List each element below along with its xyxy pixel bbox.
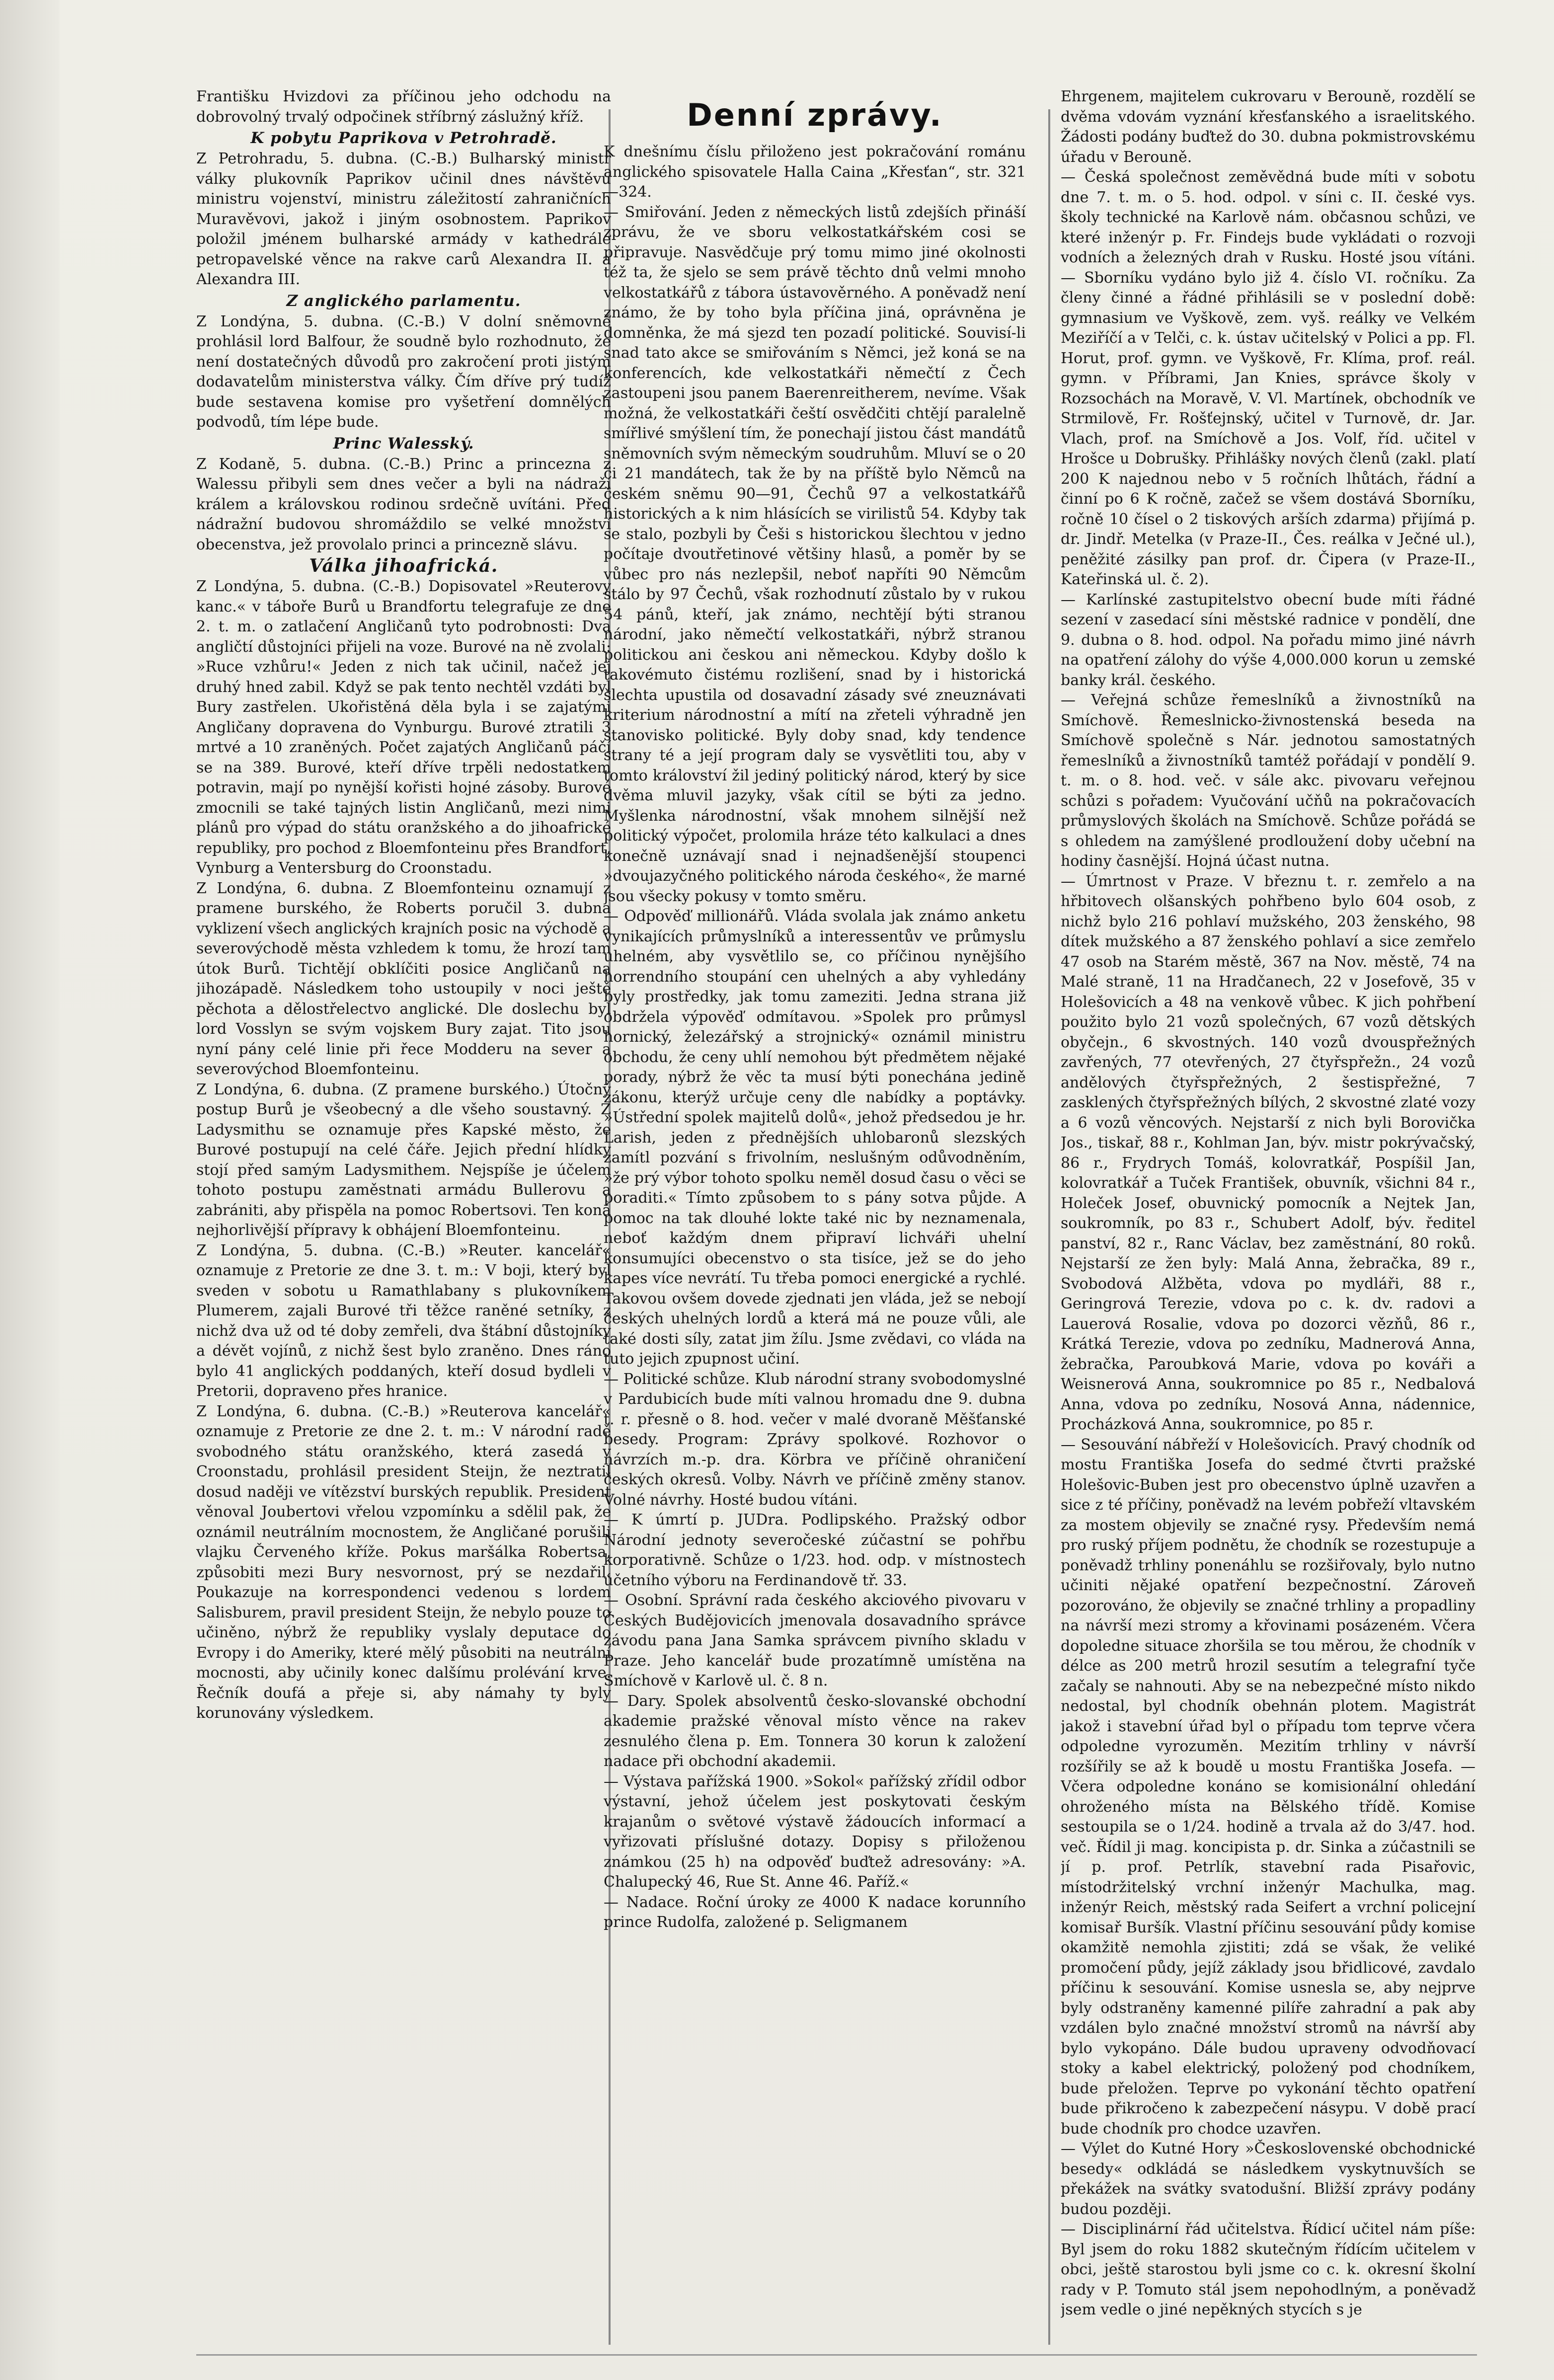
column-2 bbox=[604, 87, 1026, 2352]
column-3 bbox=[1061, 87, 1476, 2352]
paragraph: — Sesouvání nábřeží v Holešovicích. Pravý chodník od mostu Františka Josefa do sedmé čtvrti pražské Holešovic-Buben jest pro obecenstvo úplně uzavřen a sice z té příčiny, poněvadž na levém pobřeží vltavském za mostem objevily se značné rysy. Především nemá pro ruský příjem podnětu, že chodník se rozestupuje a poněvadž trhliny ponenáhlu se rozšiřovaly, bylo nutno učiniti nějaké opatření bezpečnostní. Zároveň pozorováno, že objevily se značné trhliny a propadliny na návrší mezi stromy a křovinami posázeném. Včera dopoledne situace zhoršila se tou měrou, že chodník v délce as 200 metrů hrozil sesutím a telegrafní tyče začaly se nahnouti. Aby se na nebezpečné místo nikdo nedostal, byl chodník obehnán plotem. Magistrát jakož i stavební úřad byl o případu tom teprve včera odpoledne vyrozuměn. Mezitím trhliny v návrší rozšířily se až k boudě u mostu Františka Josefa. — Včera odpoledne konáno se komisionální ohledání ohroženého místa na Bělského třídě. Komise sestoupila se o 1/24. hodině a trvala až do 3/47. hod. več. Řídil ji mag. koncipista p. dr. Sinka a zúčastnili se jí p. prof. Petrlík, stavební rada Pisařovic, místodržitelský vrchní inženýr Machulka, mag. inženýr Reich, městský rada Seifert a vrchní policejní komisař Buršík. Vlastní příčinu sesouvání půdy komise okamžitě nemohla zjistiti; zdá se však, že veliké promočení půdy, jejíž základy jsou břidlicové, zavdalo příčinu k sesouvání. Komise usnesla se, aby nejprve byly odstraněny kamenné pilíře zahradní a pak aby vzdálen bylo značné množství stromů na návrší aby bylo vykopáno. Dále budou upraveny odvodňovací stoky a kabel elektrický, položený pod chodníkem, bude přeložen. Teprve po vykonání těchto opatření bude přikročeno k zabezpečení násypu. V době prací bude chodník pro chodce uzavřen. bbox=[1061, 1436, 1476, 2138]
paragraph: — Česká společnost zeměvědná bude míti v sobotu dne 7. t. m. o 5. hod. odpol. v síni c. II. české vys. školy technické na Karlově nám. občasnou schůzi, ve které inženýr p. Fr. Findejs bude vykládati o rozvoji vodních a železných drah v Rusku. Hosté jsou vítáni. — Sborníku vydáno bylo již 4. číslo VI. ročníku. Za členy činné a řádné přihlásili se v poslední době: gymnasium ve Vyškově, zem. vyš. reálky ve Velkém Meziříčí a v Telči, c. k. ústav učitelský v Polici a pp. Fl. Horut, prof. gymn. ve Vyškově, Fr. Klíma, prof. reál. gymn. v Příbrami, Jan Knies, správce školy v Rozsochách na Moravě, V. Vl. Martínek, obchodník ve Strmilově, Fr. Rošťejnský, učitel v Turnově, dr. Jar. Vlach, prof. na Smíchově a Jos. Volf, říd. učitel v Hrošce u Dobrušky. Přihlášky nových členů (zakl. platí 200 K najednou nebo v 5 ročních lhůtách, řádní a činní po 6 K ročně, začež se všem dostává Sborníku, ročně 10 čísel o 2 tiskových arších zdarma) přijímá p. dr. Jindř. Metelka (v Praze-II., Čes. reálka v Ječné ul.), peněžité zásilky pan prof. dr. Čipera (v Praze-II., Kateřinská ul. č. 2). bbox=[1061, 168, 1476, 588]
section-title: Denní zprávy. bbox=[687, 97, 943, 133]
paragraph: Z Londýna, 5. dubna. (C.-B.) Dopisovatel »Reuterovy kanc.« v táboře Burů u Brandfortu telegrafuje ze dne 2. t. m. o zatlačení Angličanů tyto podrobnosti: Dva angličtí důstojníci přijeli na voze. Burové na ně zvolali: »Ruce vzhůru!« Jeden z nich tak učinil, načež jej druhý hned zabil. Když se pak tento nechtěl vzdáti byl Bury zastřelen. Ukořistěná děla byla i se zajatými Angličany dopravena do Vynburgu. Burové ztratili 3 mrtvé a 10 zraněných. Počet zajatých Angličanů páčí se na 389. Burové, kteří dříve trpěli nedostatkem potravin, mají po nynější kořisti hojné zásoby. Burové zmocnili se také tajných listin Angličanů, mezi nimi plánů pro výpad do státu oranžského a do jihoafrické republiky, pro pochod z Bloemfonteinu přes Brandfort, Vynburg a Ventersburg do Croonstadu. bbox=[196, 578, 611, 877]
paragraph: Ehrgenem, majitelem cukrovaru v Berouně, rozdělí se dvěma vdovám vyznání křesťanského a israelitského. Žádosti podány buďtež do 30. dubna pokmistrovskému úřadu v Berouně. bbox=[1061, 88, 1476, 166]
paragraph: Z Londýna, 6. dubna. (Z pramene burského.) Útočný postup Burů je všeobecný a dle všeho soustavný. Z Ladysmithu se oznamuje přes Kapské město, že Burové postupují na celé čáře. Jejich přední hlídky stojí před samým Ladysmithem. Nejspíše je účelem tohoto postupu zaměstnati armádu Bullerovu a zabrániti, aby přispěla na pomoc Robertsovi. Ten koná nejhorlivější přípravy k obhájení Bloemfonteinu. bbox=[196, 1080, 611, 1239]
paragraph: — Osobní. Správní rada českého akciového pivovaru v Českých Budějovicích jmenovala dosavadního správce závodu pana Jana Samka správcem pivního skladu v Praze. Jeho kancelář bude prozatímně umístěna na Smíchově v Karlově ul. č. 8 n. bbox=[604, 1592, 1026, 1689]
column-1 bbox=[196, 87, 611, 2352]
headline: Princ Walesský. bbox=[333, 434, 474, 453]
headline: Z anglického parlamentu. bbox=[286, 292, 521, 310]
paragraph: Z Kodaně, 5. dubna. (C.-B.) Princ a princezna z Walessu přibyli sem dnes večer a byli na nádraží králem a královskou rodinou srdečně uvítáni. Před nádražní budovou shromáždilo se velké množství obecenstva, jež provolalo princi a princezně slávu. bbox=[196, 455, 611, 553]
paragraph: — Úmrtnost v Praze. V březnu t. r. zemřelo a na hřbitovech olšanských pohřbeno bylo 604 osob, z nichž bylo 216 pohlaví mužského, 203 ženského, 98 dítek mužského a 87 ženského pohlaví a sice zemřelo 47 osob na Starém městě, 367 na Nov. městě, 74 na Malé straně, 11 na Hradčanech, 22 v Josefově, 35 v Holešovicích a 48 na venkově vůbec. K jich pohřbení použito bylo 21 vozů společných, 67 vozů dětských obyčejn., 6 skvostných. 140 vozů dvouspřežných zavřených, 77 otevřených, 27 čtyřspřežn., 24 vozů andělových čtyřspřežných, 2 šestispřežné, 7 zasklených čtyřspřežných bílých, 2 skvostné zlaté vozy a 6 vozů věncových. Nejstarší z nich byli Borovička Jos., tiskař, 88 r., Kohlman Jan, býv. mistr pokrývačský, 86 r., Frydrych Tomáš, kolovratkář, Pospíšil Jan, kolovratkář a Tuček František, obuvník, všichni 84 r., Holeček Josef, obuvnický pomocník a Nejtek Jan, soukromník, po 83 r., Schubert Adolf, býv. ředitel panství, 82 r., Ranc Václav, bez zaměstnání, 80 roků. Nejstarší ze žen byly: Malá Anna, žebračka, 89 r., Svobodová Alžběta, vdova po mydláři, 88 r., Geringrová Terezie, vdova po c. k. dv. radovi a Lauerová Rosalie, vdova po dozorci vězňů, 86 r., Krátká Terezie, vdova po zedníku, Madnerová Anna, žebračka, Paroubková Marie, vdova po kováři a Weisnerová Anna, soukromnice po 85 r., Nedbalová Anna, vdova po zedníku, Nosová Anna, nádennice, Procházková Anna, soukromnice, po 85 r. bbox=[1061, 872, 1476, 1433]
paragraph: K dnešnímu číslu přiloženo jest pokračování románu anglického spisovatele Halla Caina „Křesťan“, str. 321—324. bbox=[604, 143, 1026, 201]
page-binding-shadow bbox=[0, 0, 60, 2380]
paragraph: — Smiřování. Jeden z německých listů zdejších přináší zprávu, že ve sboru velkostatkářském cosi se připravuje. Nasvědčuje prý tomu mimo jiné okolnosti též ta, že sjelo se sem právě těchto dnů velmi mnoho velkostatkářů z tábora ústavověrného. A poněvadž není známo, že by toho byla příčina jiná, oprávněna je domněnka, že má sjezd ten pozadí politické. Souvisí-li snad tato akce se smiřováním s Němci, jež koná se na konferencích, kde velkostatkáři němečtí z Čech zastoupeni jsou panem Baerenreitherem, nevíme. Však možná, že velkostatkáři čeští osvědčiti chtějí paralelně smířlivé smýšlení tím, že ponechají jistou část mandátů sněmovních svým německým soudruhům. Mluví se o 20 či 21 mandátech, tak že by na příště bylo Němců na českém sněmu 90—91, Čechů 97 a velkostatkářů historických a k nim hlásících se virilistů 54. Kdyby tak se stalo, pozbyli by Češi s historickou šlechtou v jedno počítaje dvoutřetinové většiny hlasů, a poměr by se vůbec pro nás nezlepšil, neboť napříti 90 Němcům stálo by 97 Čechů, však rozhodnutí zůstalo by v rukou 54 pánů, kteří, jak známo, nechtějí býti stranou národní, jako němečtí velkostatkáři, nýbrž stranou politickou ani českou ani německou. Kdyby došlo k takovémuto čistému rozlišení, snad by i historická šlechta upustila od dosavadní zásady své zneuznávati kriterium národnostní a mítí na zřeteli výhradně jen stanovisko politické. Byly doby snad, kdy tendence strany té a její program daly se vysvětliti tou, aby v tomto království žil jediný politický národ, který by sice dvěma mluvil jazyky, však cítil se býti za jedno. Myšlenka národnostní, však mnohem silnější než politický výpočet, prolomila hráze této kalkulaci a dnes konečně uznávají snad i nejnadšenější stoupenci »dvoujazyčného politického národa českého«, že marné jsou všecky pokusy v tomto směru. bbox=[604, 203, 1026, 905]
paragraph: — Disciplinární řád učitelstva. Řídicí učitel nám píše: Byl jsem do roku 1882 skutečným řídícím učitelem v obci, ještě starostou byli jsme co c. k. okresní školní rady v P. Tomuto stál jsem nepohodlným, a poněvadž jsem vedle o jiné nepěkných stycích s je bbox=[1061, 2221, 1476, 2318]
headline: Válka jihoafrická. bbox=[309, 555, 498, 576]
paragraph: Z Londýna, 6. dubna. Z Bloemfonteinu oznamují z pramene burského, že Roberts poručil 3. dubna vyklizení všech anglických krajních posic na východě a severovýchodě města vzhledem k tomu, že hrozí tam útok Burů. Tichtějí obklíčiti posice Angličanů na jihozápadě. Následkem toho ustoupily v noci ještě pěchota a dělostřelectvo anglické. Dle doslechu byl lord Vosslyn se svým vojskem Bury zajat. Tito jsou nyní pány celé linie při řece Modderu na sever a severovýchod Bloemfonteinu. bbox=[196, 879, 611, 1078]
paragraph: — Veřejná schůze řemeslníků a živnostníků na Smíchově. Řemeslnicko-živnostenská beseda na Smíchově společně s Nár. jednotou samostatných řemeslníků a živnostníků tamtéž pořádají v pondělí 9. t. m. o 8. hod. več. v sále akc. pivovaru veřejnou schůzi s pořadem: Vyučování učňů na pokračovacích průmyslových školách na Smíchově. Schůze pořádá se s ohledem na zamýšlené prodloužení doby učební na hodiny časnější. Hojná účast nutna. bbox=[1061, 691, 1476, 870]
paragraph: Z Londýna, 5. dubna. (C.-B.) V dolní sněmovně prohlásil lord Balfour, že soudně bylo rozhodnuto, že není dostatečných důvodů pro zakročení proti jistým dodavatelům ministerstva války. Čím dříve prý tudíž bude sestavena komise pro vyšetření domnělých podvodů, tím lépe bude. bbox=[196, 312, 611, 431]
paragraph: — Odpověď millionářů. Vláda svolala jak známo anketu vynikajících průmyslníků a interessentův ve průmyslu uhelném, aby vysvětlilo se, co příčinou nynějšího horrendního stoupání cen uhelných a aby vyhledány byly prostředky, jak tomu zameziti. Jedna strana již obdržela výpověď odmítavou. »Spolek pro průmysl hornický, železářský a strojnický« oznámil ministru obchodu, že ceny uhlí nemohou být předmětem nějaké porady, nýbrž že věc ta musí býti ponechána jedině zákonu, kterýž určuje ceny dle nabídky a poptávky. »Ústřední spolek majitelů dolů«, jehož předsedou je hr. Larish, jeden z přednějších uhlobaronů slezských zamítl pozvání s frivolním, neslušným odůvodněním, »že prý výbor tohoto spolku neměl dosud času o věci se poraditi.« Tímto způsobem to s pány sotva půjde. A pomoc na tak dlouhé lokte také nic by neznamenala, neboť každým dnem připraví lichváři uhelní konsumujíci obecenstvo o sta tisíce, jež se do jeho kapes více nevrátí. Tu třeba pomoci energické a rychlé. Takovou ovšem dovede zjednati jen vláda, jež se nebojí českých uhelných lordů a která má ne pouze vůli, ale také dosti síly, zatat jim žílu. Jsme zvědavi, co vláda na tuto jejich zpupnost učiní. bbox=[604, 908, 1026, 1368]
paragraph: — Dary. Spolek absolventů česko-slovanské obchodní akademie pražské věnoval místo věnce na rakev zesnulého člena p. Em. Tonnera 30 korun k založení nadace při obchodní akademii. bbox=[604, 1692, 1026, 1770]
paragraph: Z Petrohradu, 5. dubna. (C.-B.) Bulharský ministr války plukovník Paprikov učinil dnes návštěvu ministru vojenství, ministru záležitostí zahraničních Muravěvovi, jakož i jiným osobnostem. Paprikov položil jménem bulharské armády v kathedrále petropavelské věnce na rakve carů Alexandra II. a Alexandra III. bbox=[196, 150, 611, 288]
paragraph: Z Londýna, 5. dubna. (C.-B.) »Reuter. kancelář« oznamuje z Pretorie ze dne 3. t. m.: V boji, který byl sveden v sobotu u Ramathlabany s plukovníkem Plumerem, zajali Burové tři těžce raněné setníky, z nichž dva už od té doby zemřeli, dva štábní důstojníky a dévět vojínů, z nichž šest bylo zraněno. Dnes ráno bylo 41 anglických poddaných, kteří dosud bydleli v Pretorii, dopraveno přes hranice. bbox=[196, 1241, 611, 1400]
headline: K pobytu Paprikova v Petrohradě. bbox=[250, 129, 557, 147]
paragraph: — Nadace. Roční úroky ze 4000 K nadace korunního prince Rudolfa, založené p. Seligmanem bbox=[604, 1893, 1026, 1931]
paragraph: — Politické schůze. Klub národní strany svobodomyslné v Pardubicích bude míti valnou hromadu dne 9. dubna t. r. přesně o 8. hod. večer v malé dvoraně Měšťanské besedy. Program: Zprávy spolkové. Rozhovor o návrzích m.-p. dra. Körbra ve příčině ohraničení českých okresů. Volby. Návrh ve příčině změny stanov. Volné návrhy. Hosté budou vítáni. bbox=[604, 1370, 1026, 1509]
paragraph: — Výlet do Kutné Hory »Československé obchodnické besedy« odkládá se následkem vyskytnuvších se překážek na svátky svatodušní. Bližší zprávy podány budou později. bbox=[1061, 2140, 1476, 2218]
paragraph: — Výstava pařížská 1900. »Sokol« pařížský zřídil odbor výstavní, jehož účelem jest poskytovati českým krajanům o světové výstavě žádoucích informací a vyřizovati příslušné dotazy. Dopisy s přiloženou známkou (25 h) na odpověď buďtež adresovány: »A. Chalupecký 46, Rue St. Anne 46. Paříž.« bbox=[604, 1772, 1026, 1891]
paragraph: Z Londýna, 6. dubna. (C.-B.) »Reuterova kancelář« oznamuje z Pretorie ze dne 2. t. m.: V národní radě svobodného státu oranžského, která zasedá v Croonstadu, prohlásil president Steijn, že neztratil dosud naději ve vítězství burských republik. President věnoval Joubertovi vřelou vzpomínku a sdělil pak, že oznámil neutrálním mocnostem, že Angličané porušili vlajku Červeného kříže. Pokus maršálka Robertsa, způsobiti mezi Bury nesvornost, prý se nezdařil. Poukazuje na korrespondenci vedenou s lordem Salisburem, pravil president Steijn, že nebylo pouze to učiněno, nýbrž že republiky vyslaly deputace do Evropy i do Ameriky, které mělý působiti na neutrální mocnosti, aby učinily konec dalšímu prolévání krve. Řečník doufá a přeje si, aby námahy ty byly korunovány výsledkem. bbox=[196, 1402, 611, 1722]
page-bottom-rule bbox=[196, 2354, 1477, 2356]
paragraph: — K úmrtí p. JUDra. Podlipského. Pražský odbor Národní jednoty severočeské zúčastní se pohřbu korporativně. Schůze o 1/23. hod. odp. v místnostech účetního výboru na Ferdinandově tř. 33. bbox=[604, 1511, 1026, 1589]
paragraph: Františku Hvizdovi za příčinou jeho odchodu na dobrovolný trvalý odpočinek stříbrný záslužný kříž. bbox=[196, 88, 611, 126]
column-divider-right bbox=[1048, 109, 1050, 2345]
paragraph: — Karlínské zastupitelstvo obecní bude míti řádné sezení v zasedací síni městské radnice v pondělí, dne 9. dubna o 8. hod. odpol. Na pořadu mimo jiné návrh na opatření zálohy do výše 4,000.000 korun u zemské banky král. českého. bbox=[1061, 591, 1476, 689]
